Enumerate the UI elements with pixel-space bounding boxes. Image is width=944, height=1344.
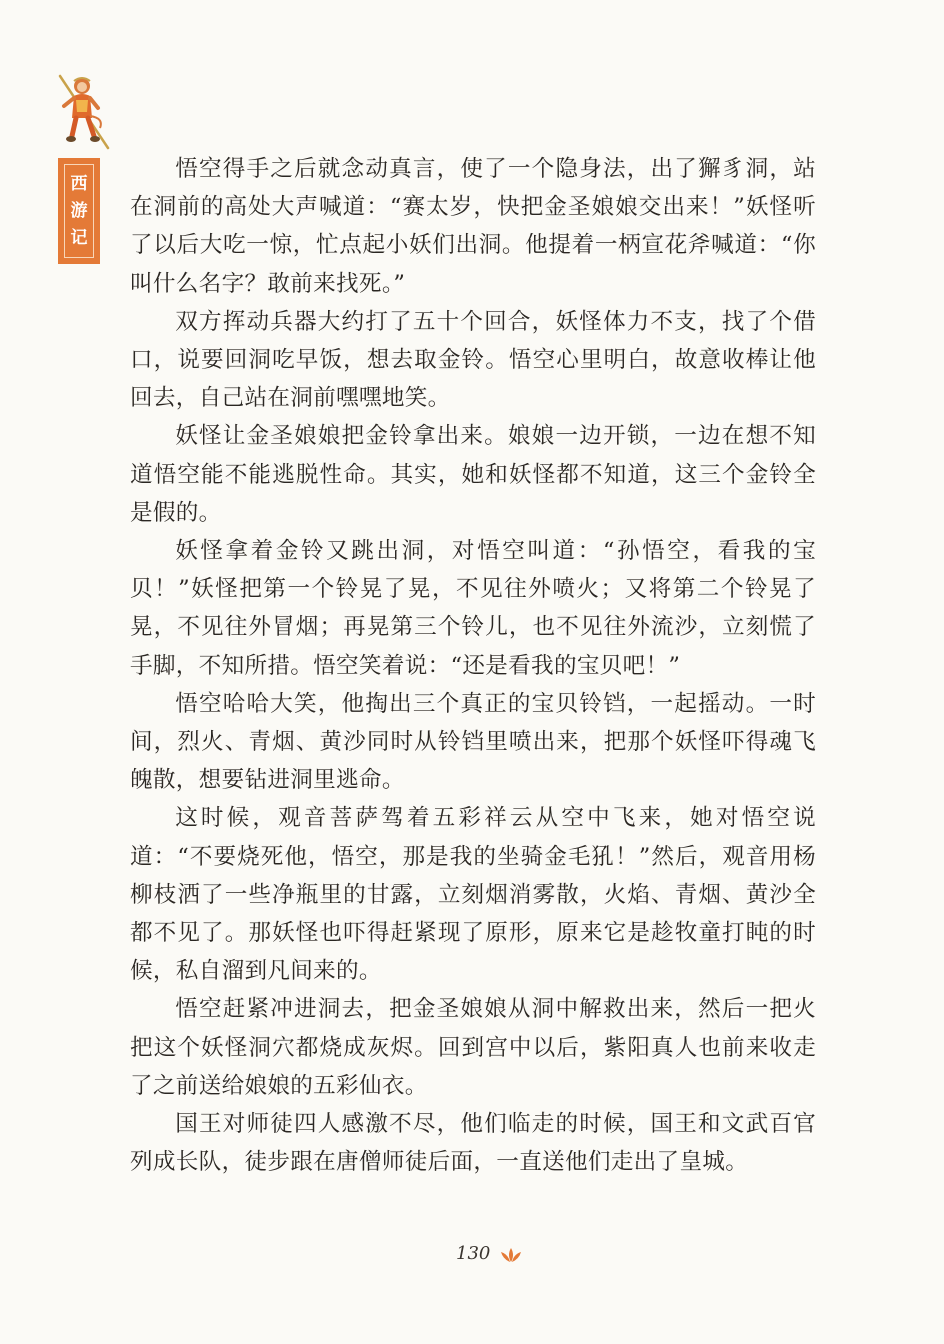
monkey-king-icon (52, 66, 114, 154)
paragraph: 这时候，观音菩萨驾着五彩祥云从空中飞来，她对悟空说道：“不要烧死他，悟空，那是我的坐骑金毛犼！”然后，观音用杨柳枝洒了一些净瓶里的甘露，立刻烟消雾散，火焰、青烟、黄沙全都不见了。那妖怪也吓得赶紧现了原形，原来它是趁牧童打盹的时候，私自溜到凡间来的。 (130, 805, 816, 985)
page-number: 130 (456, 1243, 491, 1264)
paragraph: 国王对师徒四人感激不尽，他们临走的时候，国王和文武百官列成长队，徒步跟在唐僧师徒后面，一直送他们走出了皇城。 (130, 1111, 816, 1176)
paragraph: 悟空得手之后就念动真言，使了一个隐身法，出了獬豸洞，站在洞前的高处大声喊道：“赛太岁，快把金圣娘娘交出来！”妖怪听了以后大吃一惊，忙点起小妖们出洞。他提着一柄宣花斧喊道：“你叫什么名字？敢前来找死。” (130, 156, 816, 297)
book-title-plaque (58, 158, 100, 264)
body-text (130, 150, 816, 1181)
paragraph: 妖怪让金圣娘娘把金铃拿出来。娘娘一边开锁，一边在想不知道悟空能不能逃脱性命。其实，她和妖怪都不知道，这三个金铃全是假的。 (130, 423, 816, 526)
paragraph: 双方挥动兵器大约打了五十个回合，妖怪体力不支，找了个借口，说要回洞吃早饭，想去取金铃。悟空心里明白，故意收棒让他回去，自己站在洞前嘿嘿地笑。 (130, 308, 816, 412)
lotus-ornament-icon (500, 1247, 522, 1263)
paragraph: 悟空哈哈大笑，他掏出三个真正的宝贝铃铛，一起摇动。一时间，烈火、青烟、黄沙同时从铃铛里喷出来，把那个妖怪吓得魂飞魄散，想要钻进洞里逃命。 (130, 690, 816, 794)
paragraph: 妖怪拿着金铃又跳出洞，对悟空叫道：“孙悟空，看我的宝贝！”妖怪把第一个铃晃了晃，不见往外喷火；又将第二个铃晃了晃，不见往外冒烟；再晃第三个铃儿，也不见往外流沙，立刻慌了手脚，不知所措。悟空笑着说：“还是看我的宝贝吧！” (130, 538, 816, 679)
book-title-char: 游 (70, 200, 88, 221)
book-title-char: 西 (70, 173, 88, 194)
paragraph: 悟空赶紧冲进洞去，把金圣娘娘从洞中解救出来，然后一把火把这个妖怪洞穴都烧成灰烬。回到宫中以后，紫阳真人也前来收走了之前送给娘娘的五彩仙衣。 (130, 996, 816, 1099)
page-footer (0, 1241, 944, 1273)
book-title-char: 记 (70, 227, 88, 248)
